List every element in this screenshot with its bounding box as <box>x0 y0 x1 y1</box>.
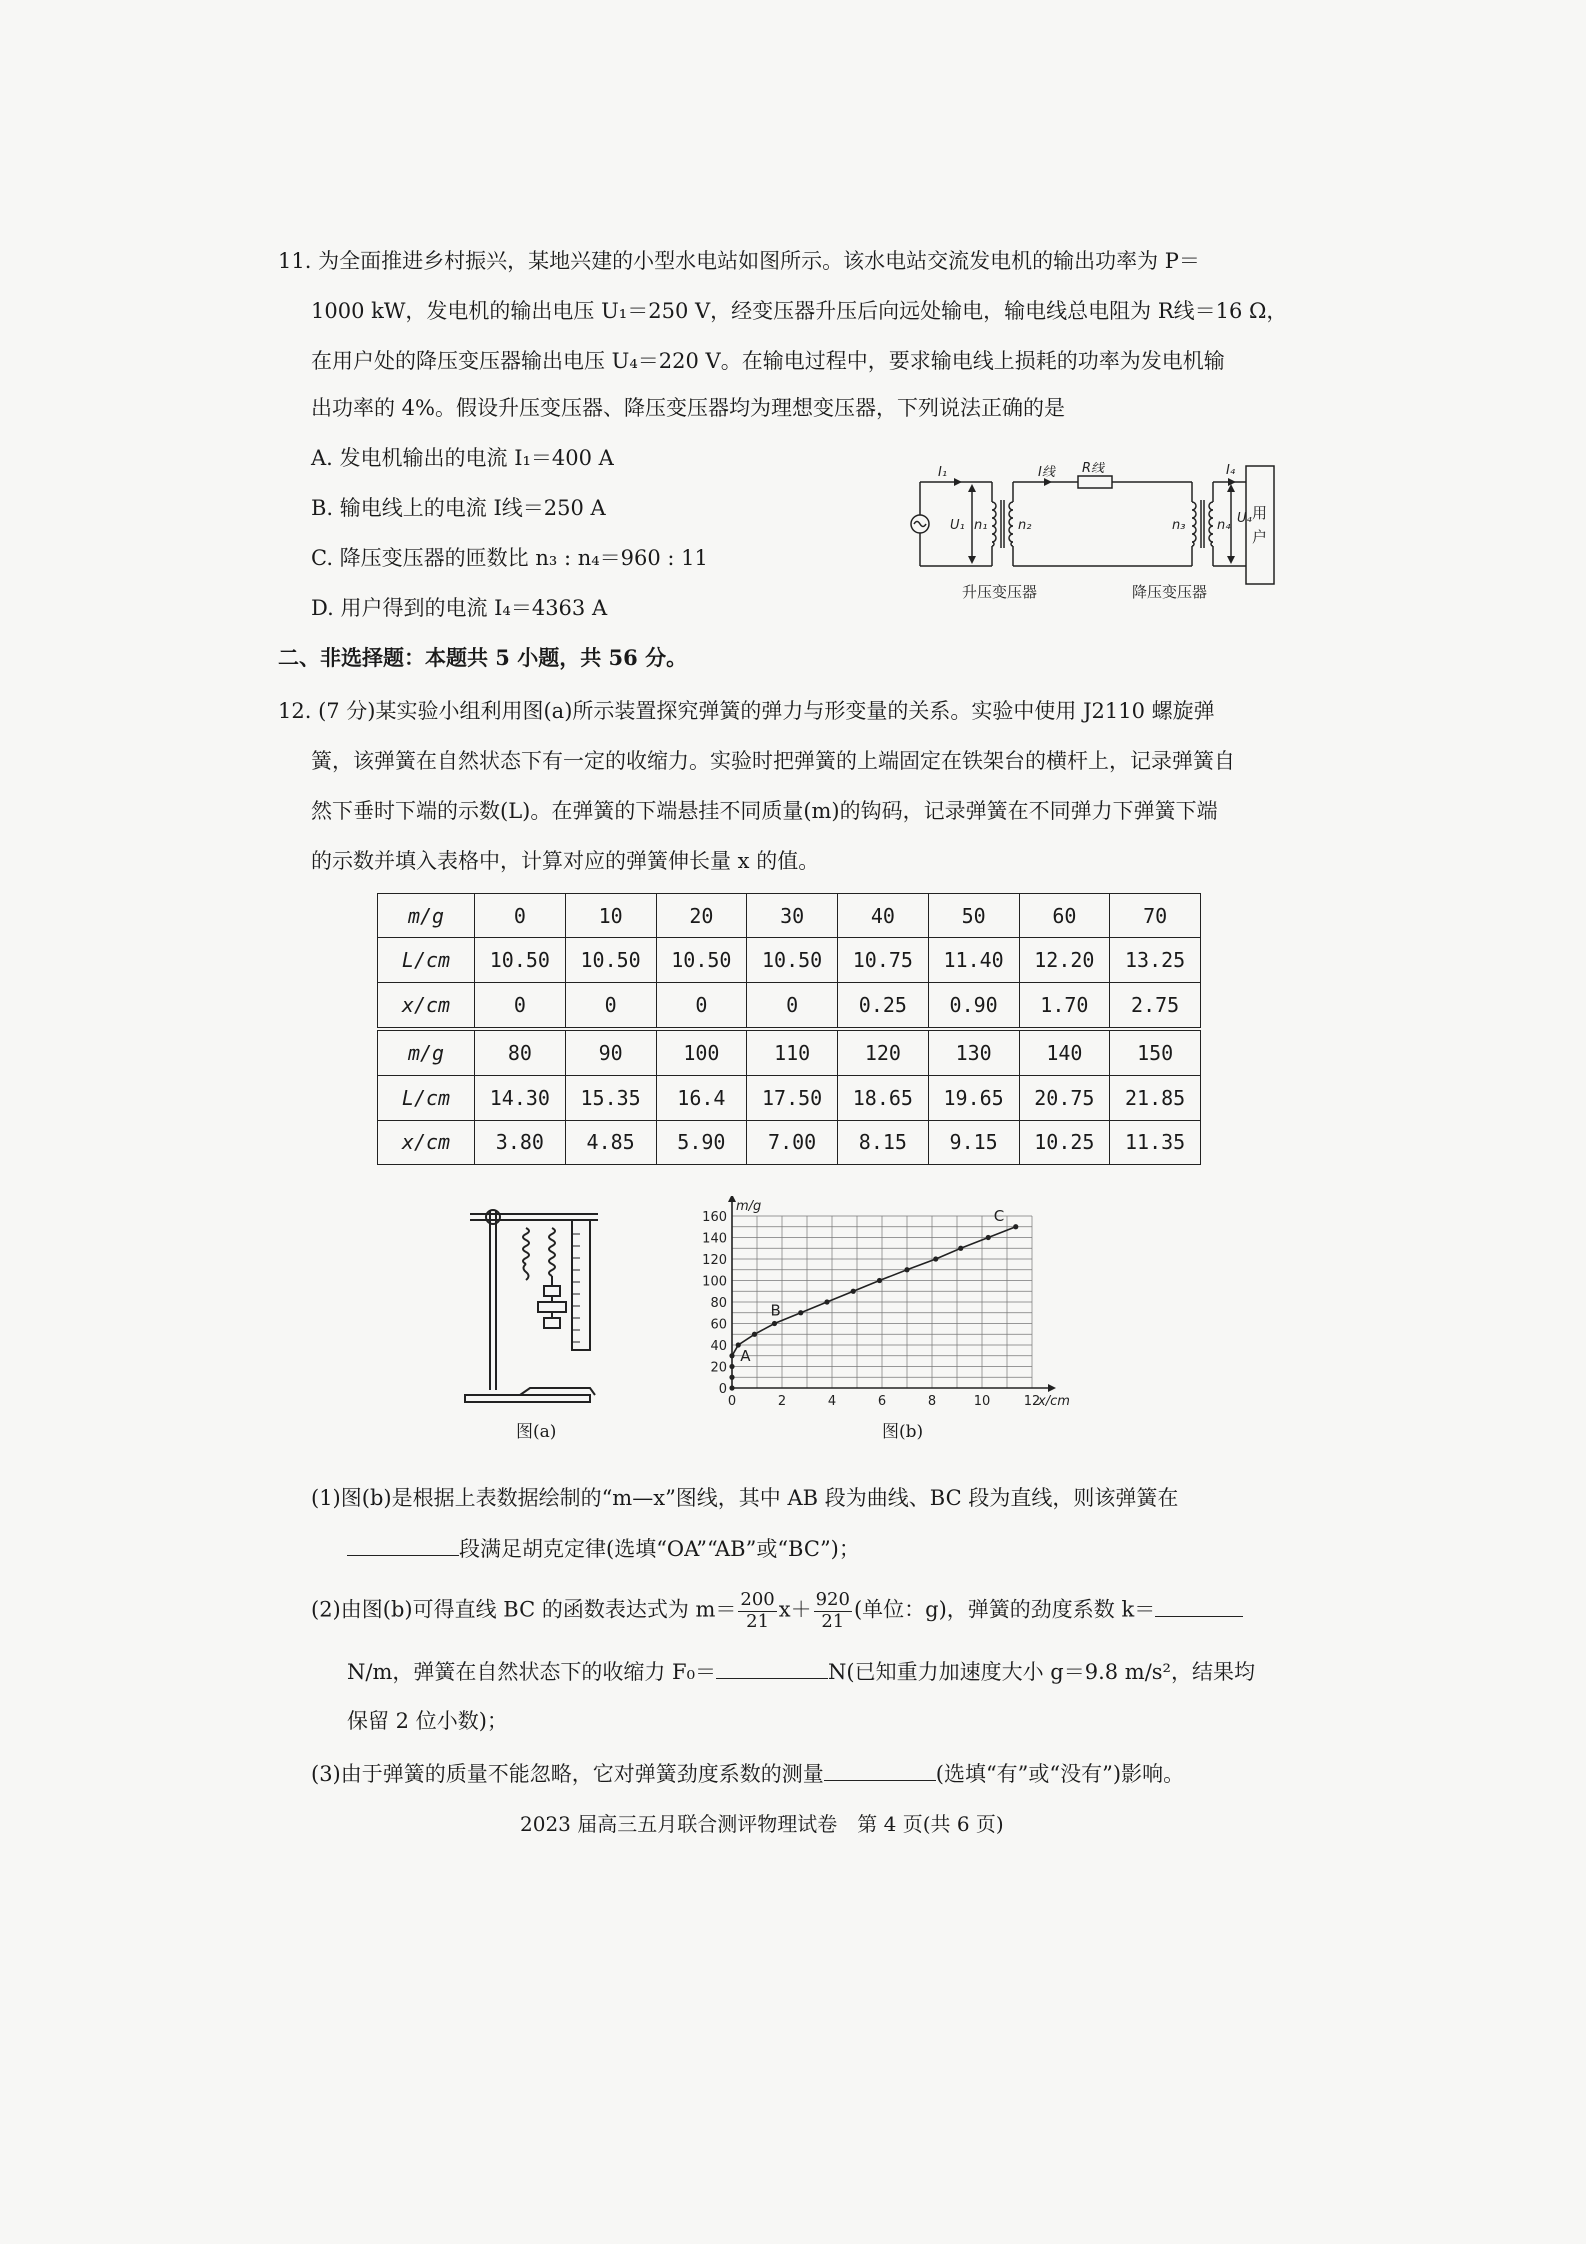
label-n1: n₁ <box>974 518 988 533</box>
table-cell: 10.50 <box>656 938 747 982</box>
table-row <box>378 1076 1201 1120</box>
table-cell: 0.25 <box>838 982 929 1029</box>
label-n2: n₂ <box>1018 518 1032 533</box>
figure-a-caption: 图(a) <box>516 1422 557 1442</box>
point-label-a: A <box>740 1347 751 1365</box>
q12-sub1-text: 段满足胡克定律(选填“OA”“AB”或“BC”)； <box>459 1537 860 1561</box>
table-cell: 100 <box>656 1029 747 1076</box>
label-step-down: 降压变压器 <box>1132 583 1208 601</box>
table-cell: 9.15 <box>928 1120 1019 1164</box>
section-heading: 二、非选择题：本题共 5 小题，共 56 分。 <box>278 645 688 670</box>
q12-stem-line4: 的示数并填入表格中，计算对应的弹簧伸长量 x 的值。 <box>311 849 820 873</box>
data-point <box>752 1332 757 1337</box>
table-cell: 150 <box>1110 1029 1201 1076</box>
answer-blank-1[interactable] <box>347 1535 459 1556</box>
label-r-line: R线 <box>1082 462 1105 476</box>
table-cell: 10.75 <box>838 938 929 982</box>
table-row-header: x/cm <box>378 982 475 1029</box>
q11-option-a: A. 发电机输出的电流 I₁＝400 A <box>311 446 614 470</box>
data-point <box>729 1375 734 1380</box>
table-cell: 3.80 <box>475 1120 566 1164</box>
table-cell: 11.35 <box>1110 1120 1201 1164</box>
y-tick-label: 20 <box>710 1360 727 1376</box>
answer-blank-f0[interactable] <box>716 1658 828 1679</box>
table-cell: 21.85 <box>1110 1076 1201 1120</box>
q11-option-c: C. 降压变压器的匝数比 n₃ : n₄＝960 : 11 <box>311 546 708 570</box>
table-cell: 30 <box>747 894 838 938</box>
figure-b-chart <box>700 1196 1120 1406</box>
q12-sub2-line3: 保留 2 位小数)； <box>347 1709 508 1733</box>
q12-sub2-line1 <box>311 1590 1243 1632</box>
table-cell: 80 <box>475 1029 566 1076</box>
q12-stem-line1: 12. (7 分)某实验小组利用图(a)所示装置探究弹簧的弹力与形变量的关系。实验中使用 J2110 螺旋弹 <box>278 699 1215 723</box>
table-row-header: L/cm <box>378 938 475 982</box>
q11-stem-line4: 出功率的 4%。假设升压变压器、降压变压器均为理想变压器，下列说法正确的是 <box>311 396 1065 420</box>
fraction-200-21 <box>738 1590 776 1632</box>
table-cell: 10.50 <box>565 938 656 982</box>
q11-stem-line3: 在用户处的降压变压器输出电压 U₄＝220 V。在输电过程中，要求输电线上损耗的功率为发电机输 <box>311 349 1225 373</box>
data-point <box>933 1256 938 1261</box>
q12-sub1-line2 <box>347 1535 860 1562</box>
x-tick-label: 6 <box>877 1394 887 1406</box>
table-cell: 16.4 <box>656 1076 747 1120</box>
table-row <box>378 938 1201 982</box>
table-cell: 110 <box>747 1029 838 1076</box>
table-row-header: x/cm <box>378 1120 475 1164</box>
q12-stem-line3: 然下垂时下端的示数(L)。在弹簧的下端悬挂不同质量(m)的钩码，记录弹簧在不同弹力下弹簧下端 <box>311 799 1218 823</box>
table-cell: 20.75 <box>1019 1076 1110 1120</box>
table-cell: 2.75 <box>1110 982 1201 1029</box>
x-tick-label: 10 <box>973 1394 991 1406</box>
q12-sub2-text-d: N(已知重力加速度大小 g＝9.8 m/s²，结果均 <box>828 1660 1255 1684</box>
table-cell: 4.85 <box>565 1120 656 1164</box>
answer-blank-3[interactable] <box>824 1760 936 1781</box>
q12-sub1-line1: (1)图(b)是根据上表数据绘制的“m—x”图线，其中 AB 段为曲线、BC 段为直线，则该弹簧在 <box>311 1486 1179 1510</box>
table-cell: 60 <box>1019 894 1110 938</box>
q12-stem-line2: 簧，该弹簧在自然状态下有一定的收缩力。实验时把弹簧的上端固定在铁架台的横杆上，记录弹簧自 <box>311 749 1235 773</box>
label-n4: n₄ <box>1217 518 1231 533</box>
q12-sub2-text-a: (2)由图(b)可得直线 BC 的函数表达式为 m＝ <box>311 1597 737 1622</box>
q11-stem-line2: 1000 kW，发电机的输出电压 U₁＝250 V，经变压器升压后向远处输电，输电线总电阻为 R线＝16 Ω， <box>311 299 1288 323</box>
frac1-denominator: 21 <box>746 1610 770 1632</box>
q12-sub2-text-mid: x＋ <box>778 1597 812 1622</box>
table-cell: 140 <box>1019 1029 1110 1076</box>
data-point <box>772 1321 777 1326</box>
table-cell: 12.20 <box>1019 938 1110 982</box>
q11-option-b: B. 输电线上的电流 I线＝250 A <box>311 496 606 520</box>
figure-a-apparatus <box>460 1190 620 1410</box>
answer-blank-k[interactable] <box>1155 1596 1243 1617</box>
table-cell: 10.50 <box>475 938 566 982</box>
label-step-up: 升压变压器 <box>962 583 1038 601</box>
data-table <box>377 893 1201 1165</box>
q12-sub2-text-c: N/m，弹簧在自然状态下的收缩力 F₀＝ <box>347 1660 717 1684</box>
frac2-numerator: 920 <box>815 1589 850 1610</box>
point-label-b: B <box>770 1301 781 1320</box>
data-point <box>986 1235 991 1240</box>
x-axis-arrow <box>1048 1384 1056 1392</box>
table-row <box>378 982 1201 1029</box>
label-u1: U₁ <box>950 518 965 533</box>
table-row <box>378 1029 1201 1076</box>
table-cell: 90 <box>565 1029 656 1076</box>
data-point <box>729 1353 734 1358</box>
table-row-header: m/g <box>378 894 475 938</box>
table-cell: 0 <box>656 982 747 1029</box>
data-point <box>824 1299 829 1304</box>
chart-y-label: m/g <box>736 1199 762 1214</box>
x-tick-label: 8 <box>927 1394 937 1406</box>
label-user-2: 户 <box>1252 528 1268 546</box>
table-cell: 19.65 <box>928 1076 1019 1120</box>
table-cell: 1.70 <box>1019 982 1110 1029</box>
table-cell: 7.00 <box>747 1120 838 1164</box>
table-cell: 0 <box>565 982 656 1029</box>
table-cell: 10.25 <box>1019 1120 1110 1164</box>
q12-sub2-line2 <box>347 1658 1255 1685</box>
table-cell: 17.50 <box>747 1076 838 1120</box>
table-cell: 10 <box>565 894 656 938</box>
table-cell: 0 <box>475 982 566 1029</box>
frac2-denominator: 21 <box>821 1610 845 1632</box>
table-cell: 130 <box>928 1029 1019 1076</box>
label-u4: U₄ <box>1237 511 1252 526</box>
frac1-numerator: 200 <box>740 1589 775 1610</box>
table-row-header: L/cm <box>378 1076 475 1120</box>
table-cell: 40 <box>838 894 929 938</box>
x-tick-label: 4 <box>827 1394 837 1406</box>
y-tick-label: 140 <box>702 1231 727 1247</box>
x-tick-label: 0 <box>727 1394 737 1406</box>
table-row <box>378 894 1201 938</box>
point-label-c: C <box>993 1206 1005 1225</box>
data-point <box>877 1278 882 1283</box>
table-cell: 20 <box>656 894 747 938</box>
data-point <box>1013 1224 1018 1229</box>
table-cell: 11.40 <box>928 938 1019 982</box>
table-row <box>378 1120 1201 1164</box>
table-cell: 5.90 <box>656 1120 747 1164</box>
q12-sub3-text-a: (3)由于弹簧的质量不能忽略，它对弹簧劲度系数的测量 <box>311 1762 824 1786</box>
label-i4: I₄ <box>1226 463 1236 478</box>
table-cell: 70 <box>1110 894 1201 938</box>
data-point <box>958 1246 963 1251</box>
table-cell: 50 <box>928 894 1019 938</box>
table-row-header: m/g <box>378 1029 475 1076</box>
table-cell: 18.65 <box>838 1076 929 1120</box>
y-tick-label: 80 <box>710 1296 727 1311</box>
power-transmission-circuit <box>910 462 1280 610</box>
table-cell: 10.50 <box>747 938 838 982</box>
label-n3: n₃ <box>1172 518 1186 533</box>
chart-x-label: x/cm <box>1038 1394 1070 1406</box>
y-tick-label: 120 <box>702 1253 727 1268</box>
table-cell: 0.90 <box>928 982 1019 1029</box>
table-cell: 13.25 <box>1110 938 1201 982</box>
y-tick-label: 40 <box>710 1339 727 1354</box>
q12-sub2-text-b: (单位：g)，弹簧的劲度系数 k＝ <box>853 1597 1156 1622</box>
data-point <box>729 1385 734 1390</box>
y-tick-label: 100 <box>702 1274 727 1290</box>
y-tick-label: 160 <box>702 1210 727 1225</box>
table-cell: 8.15 <box>838 1120 929 1164</box>
label-i-line: I线 <box>1038 465 1055 480</box>
data-point <box>904 1267 909 1272</box>
label-user-1: 用 <box>1252 504 1268 522</box>
data-point <box>798 1310 803 1315</box>
table-cell: 14.30 <box>475 1076 566 1120</box>
data-point <box>851 1289 856 1294</box>
y-tick-label: 60 <box>710 1317 727 1333</box>
table-cell: 0 <box>747 982 838 1029</box>
y-axis-arrow <box>728 1196 736 1202</box>
fraction-920-21 <box>814 1590 852 1632</box>
table-cell: 120 <box>838 1029 929 1076</box>
figure-b-caption: 图(b) <box>882 1422 924 1442</box>
data-point <box>729 1364 734 1369</box>
x-tick-label: 12 <box>1023 1394 1041 1406</box>
q11-option-d: D. 用户得到的电流 I₄＝4363 A <box>311 596 608 620</box>
y-tick-label: 0 <box>718 1382 727 1397</box>
label-i1: I₁ <box>938 465 948 480</box>
q12-sub3 <box>311 1760 1184 1787</box>
page-footer: 2023 届高三五月联合测评物理试卷 第 4 页(共 6 页) <box>520 1812 1004 1836</box>
x-tick-label: 2 <box>777 1394 787 1406</box>
q12-sub3-text-b: (选填“有”或“没有”)影响。 <box>935 1762 1185 1786</box>
table-cell: 0 <box>475 894 566 938</box>
table-cell: 15.35 <box>565 1076 656 1120</box>
q11-stem-line1: 11. 为全面推进乡村振兴，某地兴建的小型水电站如图所示。该水电站交流发电机的输出功率为 P＝ <box>278 249 1200 273</box>
